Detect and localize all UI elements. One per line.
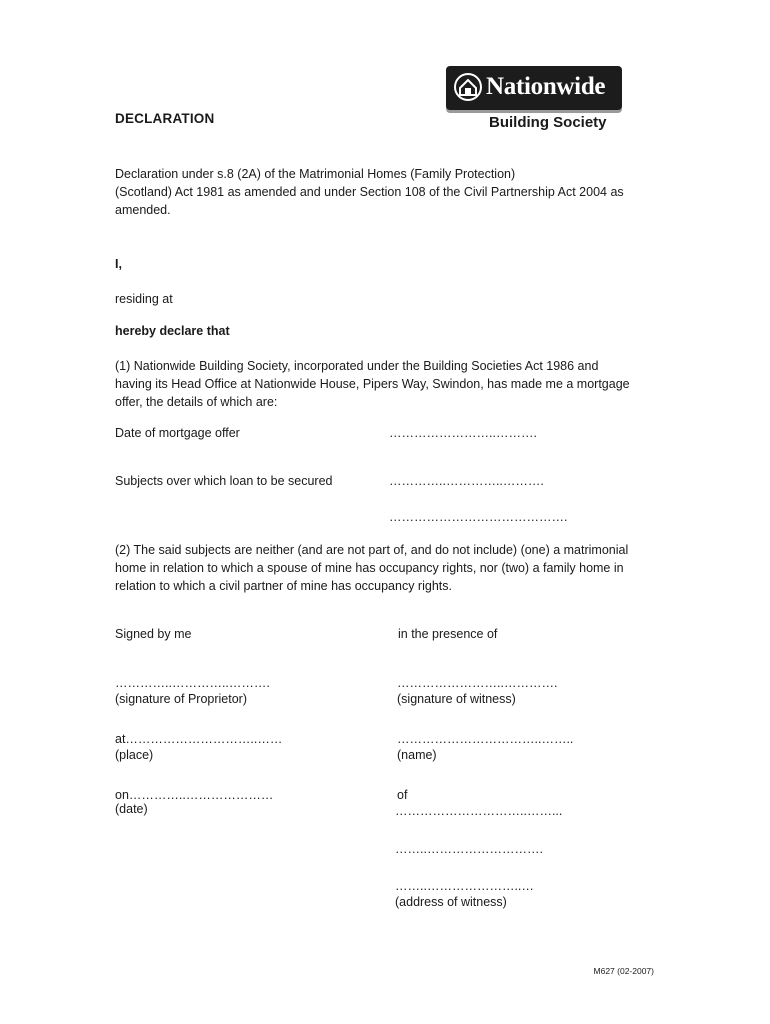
place-field[interactable]: at…………………………..…… xyxy=(115,732,283,746)
place-label: (place) xyxy=(115,748,154,762)
witness-address-field-3[interactable]: ……..…………………..… xyxy=(395,879,534,893)
witness-signature-field[interactable]: ……………………..…………. xyxy=(397,676,558,690)
page-title: DECLARATION xyxy=(115,111,215,126)
clause1-line-3: offer, the details of which are: xyxy=(115,395,278,409)
clause1-line-1: (1) Nationwide Building Society, incorporated under the Building Societies Act 1986 and xyxy=(115,359,599,373)
intro-line-1: Declaration under s.8 (2A) of the Matrimonial Homes (Family Protection) xyxy=(115,167,516,181)
declare-label: hereby declare that xyxy=(115,324,230,338)
clause1-line-2: having its Head Office at Nationwide House, Pipers Way, Swindon, has made me a mortgage xyxy=(115,377,630,391)
intro-line-3: amended. xyxy=(115,203,171,217)
presence-label: in the presence of xyxy=(398,627,498,641)
date-field[interactable]: on…………..………………… xyxy=(115,788,274,802)
signed-by-label: Signed by me xyxy=(115,627,192,641)
house-logo-icon xyxy=(453,72,483,102)
date-offer-label: Date of mortgage offer xyxy=(115,426,240,440)
date-offer-field[interactable]: ……………………..………. xyxy=(389,426,537,440)
witness-name-label: (name) xyxy=(397,748,437,762)
proprietor-signature-label: (signature of Proprietor) xyxy=(115,692,248,706)
proprietor-signature-field[interactable]: …………..…………..………. xyxy=(115,676,270,690)
witness-name-field[interactable]: ……………………………..…….. xyxy=(397,732,574,746)
clause2-line-3: relation to which a civil partner of mine has occupancy rights. xyxy=(115,579,452,593)
date-label: (date) xyxy=(115,802,148,816)
clause2-line-2: home in relation to which a spouse of mine has occupancy rights, nor (two) a family home in xyxy=(115,561,624,575)
witness-address-field-2[interactable]: ……..………………………. xyxy=(395,842,543,856)
nationwide-logo xyxy=(446,66,622,110)
logo-subtitle: Building Society xyxy=(489,114,607,131)
subjects-field-1[interactable]: …………..…………..………. xyxy=(389,474,544,488)
subjects-label: Subjects over which loan to be secured xyxy=(115,474,333,488)
of-label: of xyxy=(397,788,408,802)
intro-line-2: (Scotland) Act 1981 as amended and under Section 108 of the Civil Partnership Act 2004 as xyxy=(115,185,624,199)
i-label: I, xyxy=(115,257,122,271)
clause2-line-1: (2) The said subjects are neither (and are not part of, and do not include) (one) a matrimonial xyxy=(115,543,629,557)
witness-signature-label: (signature of witness) xyxy=(397,692,516,706)
witness-address-label: (address of witness) xyxy=(395,895,507,909)
residing-label: residing at xyxy=(115,292,173,306)
logo-wordmark: Nationwide xyxy=(486,73,606,100)
subjects-field-2[interactable]: ……………………………………. xyxy=(389,510,568,524)
form-code: M627 (02-2007) xyxy=(593,966,654,976)
witness-address-field-1[interactable]: …………………………..……... xyxy=(395,804,563,818)
